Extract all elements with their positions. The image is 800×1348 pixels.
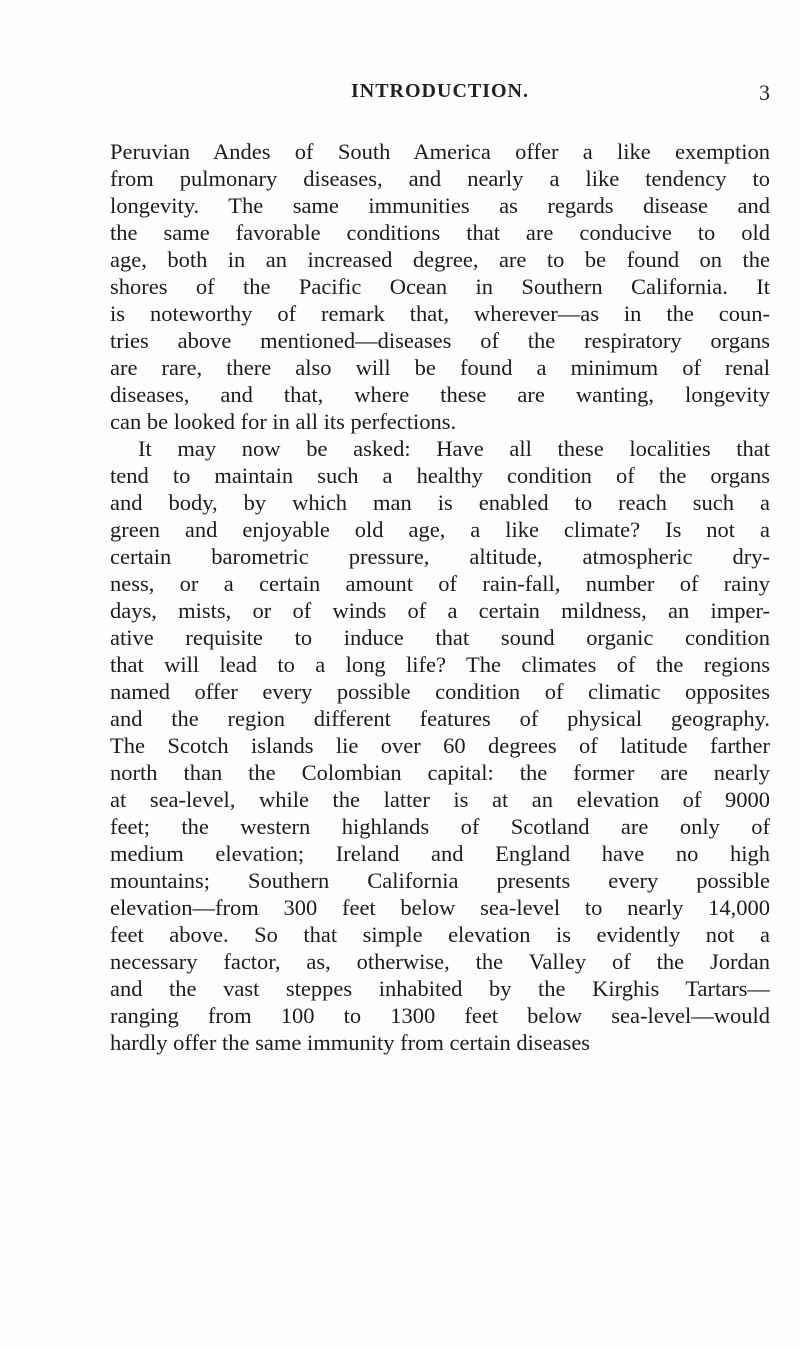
text-line: ranging from 100 to 1300 feet below sea-level—would	[110, 1003, 770, 1028]
text-line: and the region different features of physical geography.	[110, 706, 770, 731]
text-line: feet; the western highlands of Scotland are only of	[110, 814, 770, 839]
text-line: and body, by which man is enabled to reach such a	[110, 490, 770, 515]
text-line: Peruvian Andes of South America offer a like exemption	[110, 139, 770, 164]
text-line: tend to maintain such a healthy condition of the organs	[110, 463, 770, 488]
text-line: ative requisite to induce that sound organic condition	[110, 625, 770, 650]
text-line: from pulmonary diseases, and nearly a like tendency to	[110, 166, 770, 191]
text-line: age, both in an increased degree, are to be found on the	[110, 247, 770, 272]
text-line: can be looked for in all its perfections.	[110, 409, 457, 434]
text-line: It may now be asked: Have all these localities that	[138, 436, 770, 461]
text-line: is noteworthy of remark that, wherever—as in the coun-	[110, 301, 770, 326]
text-line: certain barometric pressure, altitude, atmospheric dry-	[110, 544, 770, 569]
text-line: medium elevation; Ireland and England have no high	[110, 841, 770, 866]
text-line: The Scotch islands lie over 60 degrees of latitude farther	[110, 733, 770, 758]
text-line: at sea-level, while the latter is at an elevation of 9000	[110, 787, 770, 812]
text-line: tries above mentioned—diseases of the respiratory organs	[110, 328, 770, 353]
page-number: 3	[759, 80, 770, 105]
text-line: the same favorable conditions that are conducive to old	[110, 220, 770, 245]
running-title: INTRODUCTION.	[350, 80, 530, 102]
body-text	[110, 138, 770, 1056]
text-line: and the vast steppes inhabited by the Kirghis Tartars—	[110, 976, 770, 1001]
text-line: diseases, and that, where these are wanting, longevity	[110, 382, 770, 407]
text-line: longevity. The same immunities as regards disease and	[110, 193, 770, 218]
text-line: north than the Colombian capital: the former are nearly	[110, 760, 770, 785]
text-line: named offer every possible condition of climatic opposites	[110, 679, 770, 704]
text-line: shores of the Pacific Ocean in Southern California. It	[110, 274, 770, 299]
text-line: that will lead to a long life? The climates of the regions	[110, 652, 770, 677]
text-line: hardly offer the same immunity from certain diseases	[110, 1030, 591, 1055]
text-line: feet above. So that simple elevation is evidently not a	[110, 922, 770, 947]
text-line: days, mists, or of winds of a certain mildness, an imper-	[110, 598, 770, 623]
running-head	[110, 80, 770, 110]
text-line: ness, or a certain amount of rain-fall, number of rainy	[110, 571, 770, 596]
text-line: mountains; Southern California presents every possible	[110, 868, 770, 893]
text-line: necessary factor, as, otherwise, the Valley of the Jordan	[110, 949, 770, 974]
text-line: elevation—from 300 feet below sea-level to nearly 14,000	[110, 895, 770, 920]
text-line: green and enjoyable old age, a like climate? Is not a	[110, 517, 770, 542]
text-line: are rare, there also will be found a minimum of renal	[110, 355, 770, 380]
